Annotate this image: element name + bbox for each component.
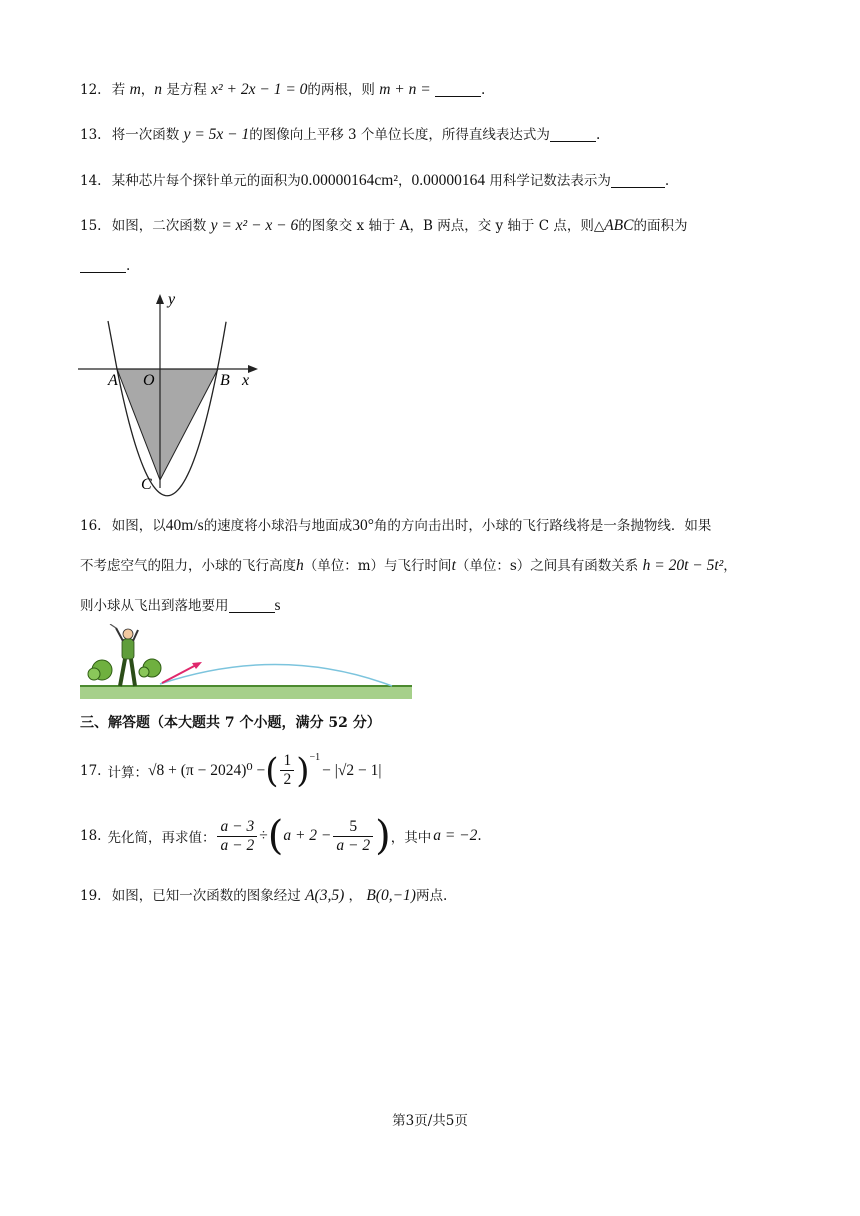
parabola-left-arm <box>108 321 117 369</box>
answer-blank <box>435 82 481 97</box>
page-footer: 第3页/共5页 <box>392 1113 468 1129</box>
question-16-line2: 不考虑空气的阻力，小球的飞行高度h（单位：m）与飞行时间t（单位：s）之间具有函数关系 h = 20t − 5t²， <box>80 557 737 574</box>
question-16-line1: 16. 如图，以40m/s的速度将小球沿与地面成30°角的方向击出时，小球的飞行路线将是一条抛物线．如果 <box>80 517 712 534</box>
question-15-blank-line: . <box>80 258 130 274</box>
fraction-a-minus-3-over-a-minus-2: $\frac{a - 3}{a - 2}$ <box>217 818 257 855</box>
question-14: 14. 某种芯片每个探针单元的面积为0.00000164cm²，0.00000164 用科学记数法表示为 . <box>80 172 670 189</box>
x-axis-arrow <box>248 365 258 373</box>
section-3-heading: 三、解答题（本大题共 7 个小题，满分 52 分） <box>80 715 381 731</box>
question-12: 12. 若 m，n 是方程 x² + 2x − 1 = 0的两根，则 m + n = . <box>80 81 486 98</box>
answer-blank <box>229 598 275 613</box>
fraction-5-over-a-minus-2: $\frac{5}{a - 2}$ <box>333 818 373 855</box>
label-a: A <box>108 372 118 389</box>
question-18: 18. 先化简，再求值： $\frac{a - 3}{a - 2}$ ÷ ( a + 2 − $\frac{5}{a - 2}$ ) ，其中 a = −2 . <box>80 813 482 859</box>
golf-illustration <box>80 624 412 700</box>
ball-trajectory <box>160 664 392 686</box>
golfer-figure <box>110 624 138 686</box>
answer-blank <box>550 127 596 142</box>
triangle-abc <box>117 369 218 480</box>
grass-ground <box>80 686 412 699</box>
answer-blank <box>80 258 126 273</box>
fraction-one-half: $\frac{1}{2}$ <box>280 752 294 789</box>
label-o: O <box>143 372 155 389</box>
question-15: 15. 如图，二次函数 y = x² − x − 6的图象交 x 轴于 A，B 两点，交 y 轴于 C 点，则△ABC的面积为 <box>80 217 688 234</box>
bush-right-2 <box>139 667 149 677</box>
label-x: x <box>242 372 250 389</box>
parabola-figure <box>74 288 274 498</box>
label-c: C <box>141 476 152 493</box>
question-19: 19. 如图，已知一次函数的图象经过 A(3,5) ， B(0,−1)两点. <box>80 887 448 904</box>
bush-left-2 <box>88 668 100 680</box>
label-y: y <box>168 291 176 308</box>
y-axis-arrow <box>156 294 164 304</box>
question-16-line3: 则小球从飞出到落地要用 s <box>80 597 281 614</box>
answer-blank <box>611 173 665 188</box>
label-b: B <box>220 372 230 389</box>
question-17: 17. 计算： √8 + (π − 2024)⁰ − ( $\frac{1}{2}$ ) $^{-1}$ − |√2 − 1| <box>80 750 382 791</box>
launch-arrow <box>162 664 198 683</box>
question-13: 13. 将一次函数 y = 5x − 1的图像向上平移 3 个单位长度，所得直线表达式为 . <box>80 126 601 143</box>
